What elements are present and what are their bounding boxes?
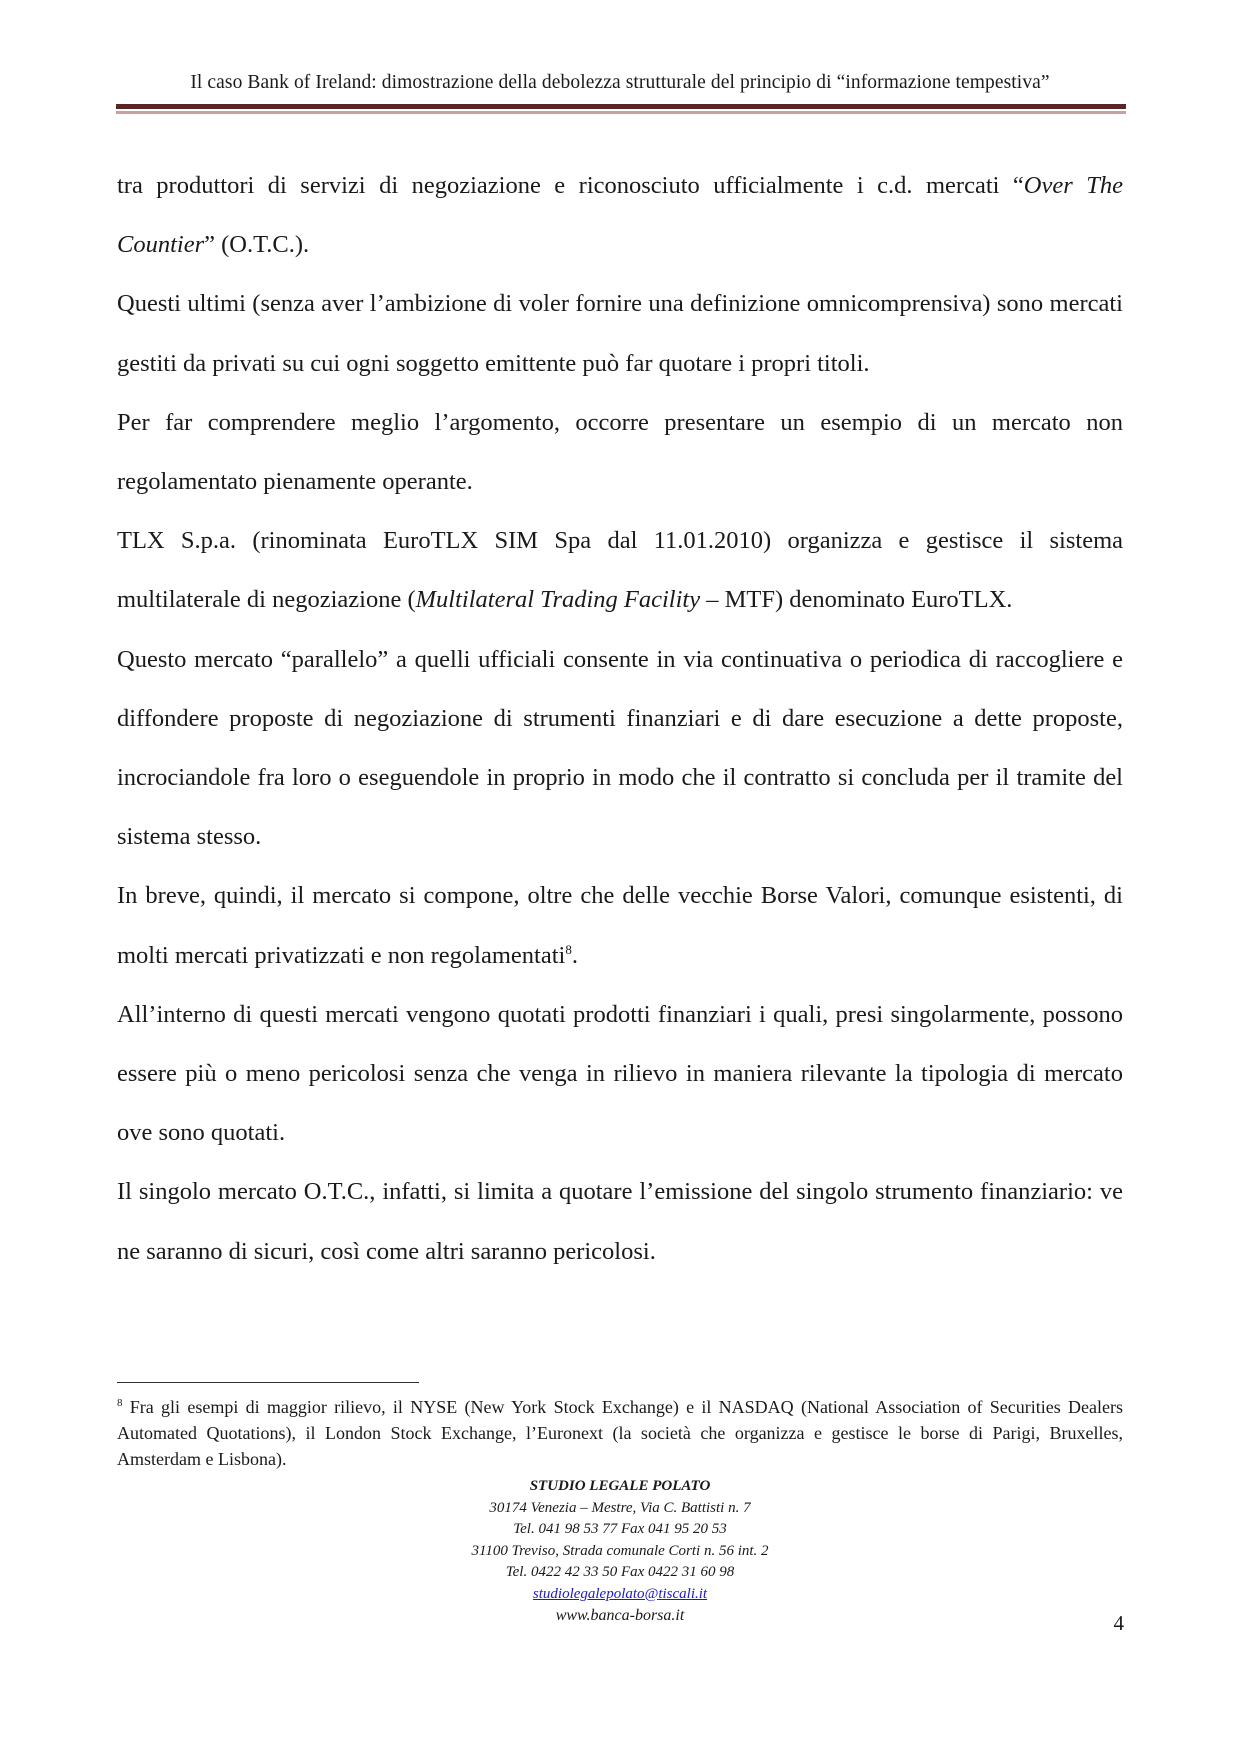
- footnote-number: 8: [117, 1397, 123, 1409]
- studio-name: STUDIO LEGALE POLATO: [529, 1478, 711, 1494]
- studio-phone-treviso: Tel. 0422 42 33 50 Fax 0422 31 60 98: [505, 1564, 735, 1580]
- footnote-separator: [117, 1382, 419, 1383]
- header-rule-light: [116, 111, 1126, 114]
- paragraph-8: Il singolo mercato O.T.C., infatti, si limita a quotare l’emissione del singolo strumento finanziario: ve ne saranno di sicuri, così come altri saranno pericolosi.: [117, 1178, 1123, 1265]
- paragraph-2: Questi ultimi (senza aver l’ambizione di voler fornire una definizione omnicomprensiva) sono mercati gestiti da privati su cui ogni soggetto emittente può far quotare i propri titoli.: [117, 290, 1123, 377]
- studio-website: www.banca-borsa.it: [555, 1607, 685, 1624]
- studio-address-treviso: 31100 Treviso, Strada comunale Corti n. 56 int. 2: [471, 1542, 769, 1559]
- footnote-reference[interactable]: 8: [565, 941, 572, 957]
- otc-term: Over The Countier: [117, 172, 1123, 259]
- paragraph-3: Per far comprendere meglio l’argomento, occorre presentare un esempio di un mercato non regolamentato pienamente operante.: [117, 408, 1123, 496]
- studio-phone-venezia: Tel. 041 98 53 77 Fax 041 95 20 53: [513, 1521, 727, 1537]
- footnote-text: Fra gli esempi di maggior rilievo, il NYSE (New York Stock Exchange) e il NASDAQ (National Association of Securities Dealers Automated Quotations), il London Stock Exchange, l’Euronext (la società che organizza e gestisce le borse di Parigi, Bruxelles, Amsterdam e Lisbona).: [117, 1397, 1123, 1469]
- mtf-term: Multilateral Trading Facility: [415, 586, 701, 614]
- paragraph-6: In breve, quindi, il mercato si compone, oltre che delle vecchie Borse Valori, comunque esistenti, di molti mercati privatizzati e non regolamentati$^8$.: [117, 882, 1123, 969]
- studio-email-link[interactable]: studiolegalepolato@tiscali.it: [532, 1585, 708, 1602]
- paragraph-4: TLX S.p.a. (rinominata EuroTLX SIM Spa dal 11.01.2010) organizza e gestisce il sistema multilaterale di negoziazione (Multilateral Trading Facility – MTF) denominato EuroTLX.: [117, 527, 1123, 614]
- studio-footer: [420, 1476, 820, 1627]
- running-header: Il caso Bank of Ireland: dimostrazione della debolezza strutturale del principio di “informazione tempestiva”: [190, 72, 1050, 93]
- header-rule-dark: [116, 104, 1126, 109]
- paragraph-1: tra produttori di servizi di negoziazione e riconosciuto ufficialmente i c.d. mercati “Over The Countier” (O.T.C.).: [117, 172, 1123, 259]
- main-text: [117, 156, 1123, 1281]
- page-number: 4: [1113, 1611, 1124, 1635]
- studio-address-venezia: 30174 Venezia – Mestre, Via C. Battisti n. 7: [489, 1499, 751, 1516]
- paragraph-5: Questo mercato “parallelo” a quelli ufficiali consente in via continuativa o periodica di raccogliere e diffondere proposte di negoziazione di strumenti finanziari e di dare esecuzione a dette proposte, incrociandole fra loro o eseguendole in proprio in modo che il contratto si concluda per il tramite del sistema stesso.: [117, 645, 1123, 851]
- paragraph-7: All’interno di questi mercati vengono quotati prodotti finanziari i quali, presi singolarmente, possono essere più o meno pericolosi senza che venga in rilievo in maniera rilevante la tipologia di mercato ove sono quotati.: [117, 1000, 1123, 1147]
- studio-email-row: [420, 1584, 820, 1606]
- footnote: [117, 1394, 1123, 1472]
